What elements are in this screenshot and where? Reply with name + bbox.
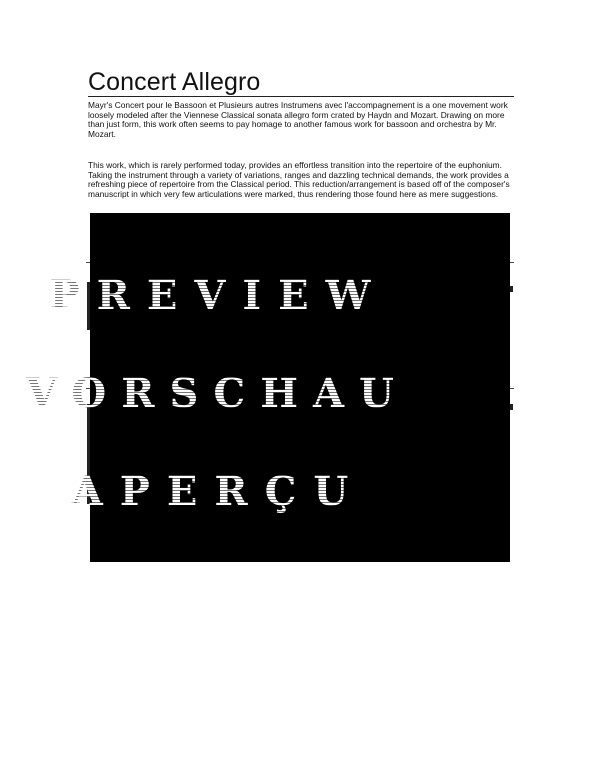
text-edge-mark — [510, 404, 513, 410]
title-underline — [88, 96, 514, 97]
description-paragraph: This work, which is rarely performed today, provides an effortless transition into the repertoire of the euphonium. Taking the instrument through a variety of variations, ranges and dazzling technical demands, the work provides a refreshing piece of repertoire from the Classical period. This reduction/arrangement is based off of the composer's manuscript in which very few articulations were marked, thus rendering those found here as mere suggestions. — [88, 160, 510, 200]
watermark-preview-text: PREVIEW — [0, 274, 420, 318]
text-edge-mark — [510, 286, 513, 292]
page-title: Concert Allegro — [88, 68, 261, 96]
intro-paragraph: Mayr's Concert pour le Bassoon et Plusieurs autres Instrumens avec l'accompagnement is a one movement work loosely modeled after the Viennese Classical sonata allegro form crated by Haydn and Mozart. Drawing on more than just form, this work often seems to pay homage to another famous work for bassoon and orchestra by Mr. Mozart. — [88, 100, 508, 140]
watermark-vorschau-text: VORSCHAU — [0, 372, 420, 416]
watermark-apercu-text: APERÇU — [0, 470, 420, 514]
